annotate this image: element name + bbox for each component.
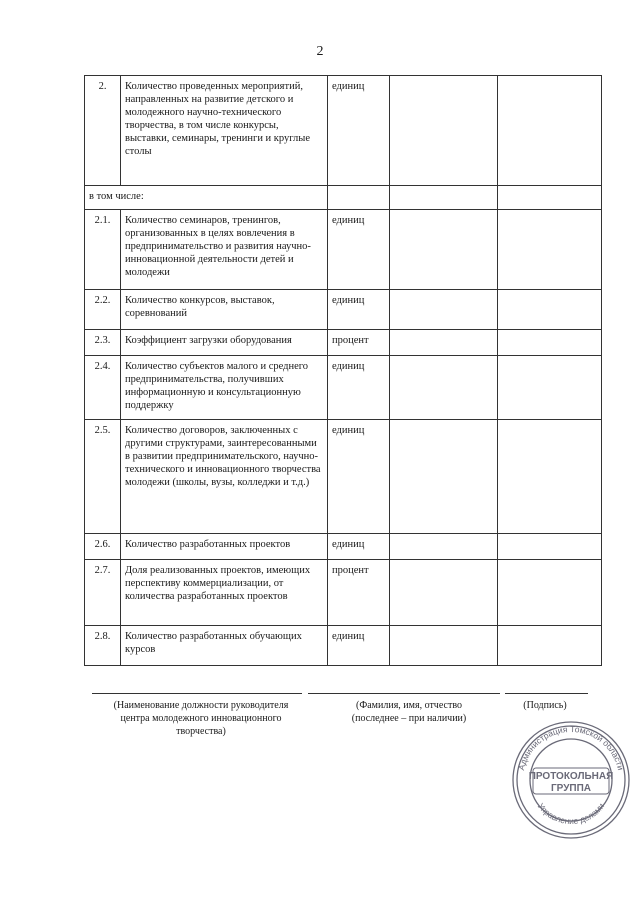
row-number: 2. — [85, 76, 121, 186]
table-row — [85, 560, 602, 626]
unit-of-measure: единиц — [328, 290, 390, 330]
indicator-name: Количество договоров, заключенных с другими структурами, заинтересованными в развитии предпринимательского, научно-технического и инновационного творчества молодежи (школы, вузы, колледжи и т.д.) — [121, 420, 328, 534]
stamp-center-line2: ГРУППА — [550, 783, 592, 794]
indicator-name: Количество конкурсов, выставок, соревнований — [121, 290, 328, 330]
stamp-ring-bottom-text: Управление делами — [535, 801, 607, 827]
unit-of-measure: единиц — [328, 210, 390, 290]
value-cell — [498, 560, 602, 626]
row-number: 2.8. — [85, 626, 121, 666]
indicator-name: Количество проведенных мероприятий, направленных на развитие детского и молодежного научно-технического творчества, в том числе конкурсы, выставки, семинары, тренинги и круглые столы — [121, 76, 328, 186]
value-cell — [498, 534, 602, 560]
unit-of-measure: единиц — [328, 534, 390, 560]
table-row — [85, 330, 602, 356]
value-cell — [390, 356, 498, 420]
table-row — [85, 626, 602, 666]
indicator-name: Количество семинаров, тренингов, организованных в целях вовлечения в предпринимательство и развития научно-инновационной деятельности детей и молодежи — [121, 210, 328, 290]
table-row — [85, 356, 602, 420]
unit-of-measure: процент — [328, 330, 390, 356]
empty-cell — [498, 186, 602, 210]
name-signature-line — [308, 693, 500, 694]
official-stamp — [509, 718, 633, 842]
value-cell — [498, 420, 602, 534]
value-cell — [390, 626, 498, 666]
indicators-table — [84, 75, 602, 666]
value-cell — [390, 560, 498, 626]
indicator-name: Доля реализованных проектов, имеющих перспективу коммерциализации, от количества разработанных проектов — [121, 560, 328, 626]
position-signature-line — [92, 693, 302, 694]
row-number: 2.1. — [85, 210, 121, 290]
section-label: в том числе: — [85, 186, 328, 210]
table-row — [85, 534, 602, 560]
value-cell — [390, 420, 498, 534]
indicator-name: Коэффициент загрузки оборудования — [121, 330, 328, 356]
table-row — [85, 420, 602, 534]
indicator-name: Количество субъектов малого и среднего предпринимательства, получивших информационную и консультационную поддержку — [121, 356, 328, 420]
stamp-center-line1: ПРОТОКОЛЬНАЯ — [528, 771, 614, 782]
value-cell — [390, 210, 498, 290]
unit-of-measure: единиц — [328, 356, 390, 420]
value-cell — [498, 76, 602, 186]
row-number: 2.6. — [85, 534, 121, 560]
value-cell — [498, 330, 602, 356]
row-number: 2.4. — [85, 356, 121, 420]
table-row — [85, 210, 602, 290]
row-number: 2.7. — [85, 560, 121, 626]
empty-cell — [390, 186, 498, 210]
row-number: 2.3. — [85, 330, 121, 356]
indicator-name: Количество разработанных проектов — [121, 534, 328, 560]
stamp-ring-text: Администрация Томской области — [516, 723, 626, 772]
table-section-row — [85, 186, 602, 210]
value-cell — [498, 626, 602, 666]
position-label: (Наименование должности руководителя центра молодежного инновационного творчества) — [113, 700, 289, 737]
indicator-name: Количество разработанных обучающих курсов — [121, 626, 328, 666]
row-number: 2.2. — [85, 290, 121, 330]
empty-cell — [328, 186, 390, 210]
value-cell — [390, 76, 498, 186]
full-name-label: (Фамилия, имя, отчество (последнее – при наличии) — [351, 700, 467, 724]
unit-of-measure: единиц — [328, 420, 390, 534]
value-cell — [498, 356, 602, 420]
unit-of-measure: единиц — [328, 76, 390, 186]
row-number: 2.5. — [85, 420, 121, 534]
value-cell — [390, 330, 498, 356]
page-number: 2 — [316, 44, 324, 59]
unit-of-measure: процент — [328, 560, 390, 626]
value-cell — [390, 534, 498, 560]
unit-of-measure: единиц — [328, 626, 390, 666]
value-cell — [498, 210, 602, 290]
table-row — [85, 76, 602, 186]
value-cell — [390, 290, 498, 330]
signature-label: (Подпись) — [523, 700, 567, 711]
signature-line — [505, 693, 588, 694]
table-row — [85, 290, 602, 330]
value-cell — [498, 290, 602, 330]
